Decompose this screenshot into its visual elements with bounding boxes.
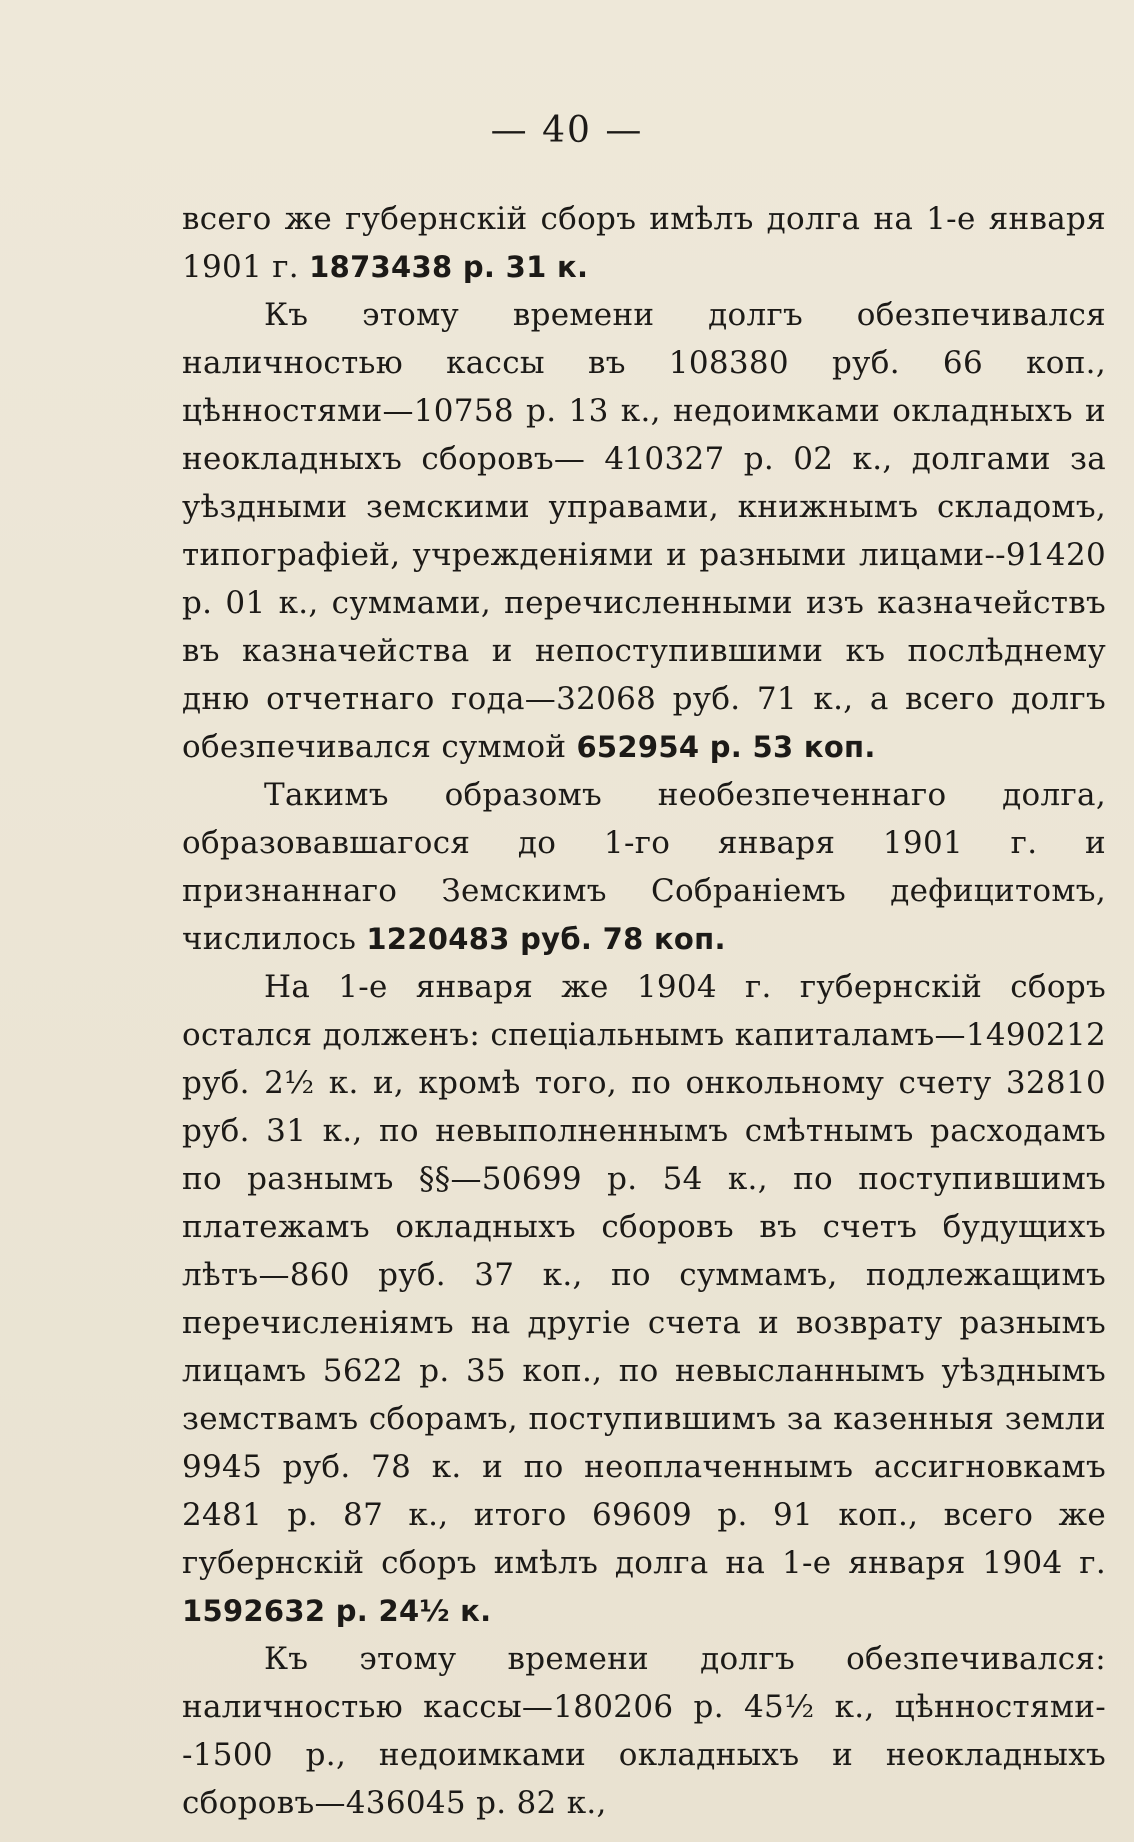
paragraph: [182, 963, 1106, 1635]
bold-amount: 1592632 р. 24½ к.: [182, 1594, 492, 1628]
paragraph: [182, 195, 1106, 291]
text-segment: Такимъ образомъ необезпеченнаго долга, образовавшагося до 1-го января 1901 г. и признаннаго Земскимъ Собраніемъ дефицитомъ, числилось: [182, 777, 1106, 957]
paragraph: [182, 1635, 1106, 1827]
page-number: — 40 —: [490, 110, 644, 151]
text-segment: Къ этому времени долгъ обезпечивался наличностью кассы въ 108380 руб. 66 коп., цѣнностями—10758 р. 13 к., недоимками окладныхъ и неокладныхъ сборовъ— 410327 р. 02 к., долгами за уѣздными земскими управами, книжнымъ складомъ, типографіей, учрежденіями и разными лицами--91420 р. 01 к., суммами, перечисленными изъ казначействъ въ казначейства и непоступившими къ послѣднему дню отчетнаго года—32068 руб. 71 к., а всего долгъ обезпечивался суммой: [182, 297, 1106, 765]
body-text: [182, 195, 1106, 1827]
paragraph: [182, 291, 1106, 771]
text-segment: всего же губернскій сборъ имѣлъ долга на 1-е января 1901 г.: [182, 201, 1106, 285]
text-segment: На 1-е января же 1904 г. губернскій сборъ остался долженъ: спеціальнымъ капиталамъ—1490212 руб. 2½ к. и, кромѣ того, по онкольному счету 32810 руб. 31 к., по невыполненнымъ смѣтнымъ расходамъ по разнымъ §§—50699 р. 54 к., по поступившимъ платежамъ окладныхъ сборовъ въ счетъ будущихъ лѣтъ—860 руб. 37 к., по суммамъ, подлежащимъ перечисленіямъ на другіе счета и возврату разнымъ лицамъ 5622 р. 35 коп., по невысланнымъ уѣзднымъ земствамъ сборамъ, поступившимъ за казенныя земли 9945 руб. 78 к. и по неоплаченнымъ ассигновкамъ 2481 р. 87 к., итого 69609 р. 91 коп., всего же губернскій сборъ имѣлъ долга на 1-е января 1904 г.: [182, 969, 1106, 1581]
bold-amount: 652954 р. 53 коп.: [576, 730, 876, 764]
bold-amount: 1873438 р. 31 к.: [309, 250, 589, 284]
bold-amount: 1220483 руб. 78 коп.: [366, 922, 726, 956]
paragraph: [182, 771, 1106, 963]
text-segment: Къ этому времени долгъ обезпечивался: наличностью кассы—180206 р. 45½ к., цѣнностями--1500 р., недоимками окладныхъ и неокладныхъ сборовъ—436045 р. 82 к.,: [182, 1641, 1106, 1821]
